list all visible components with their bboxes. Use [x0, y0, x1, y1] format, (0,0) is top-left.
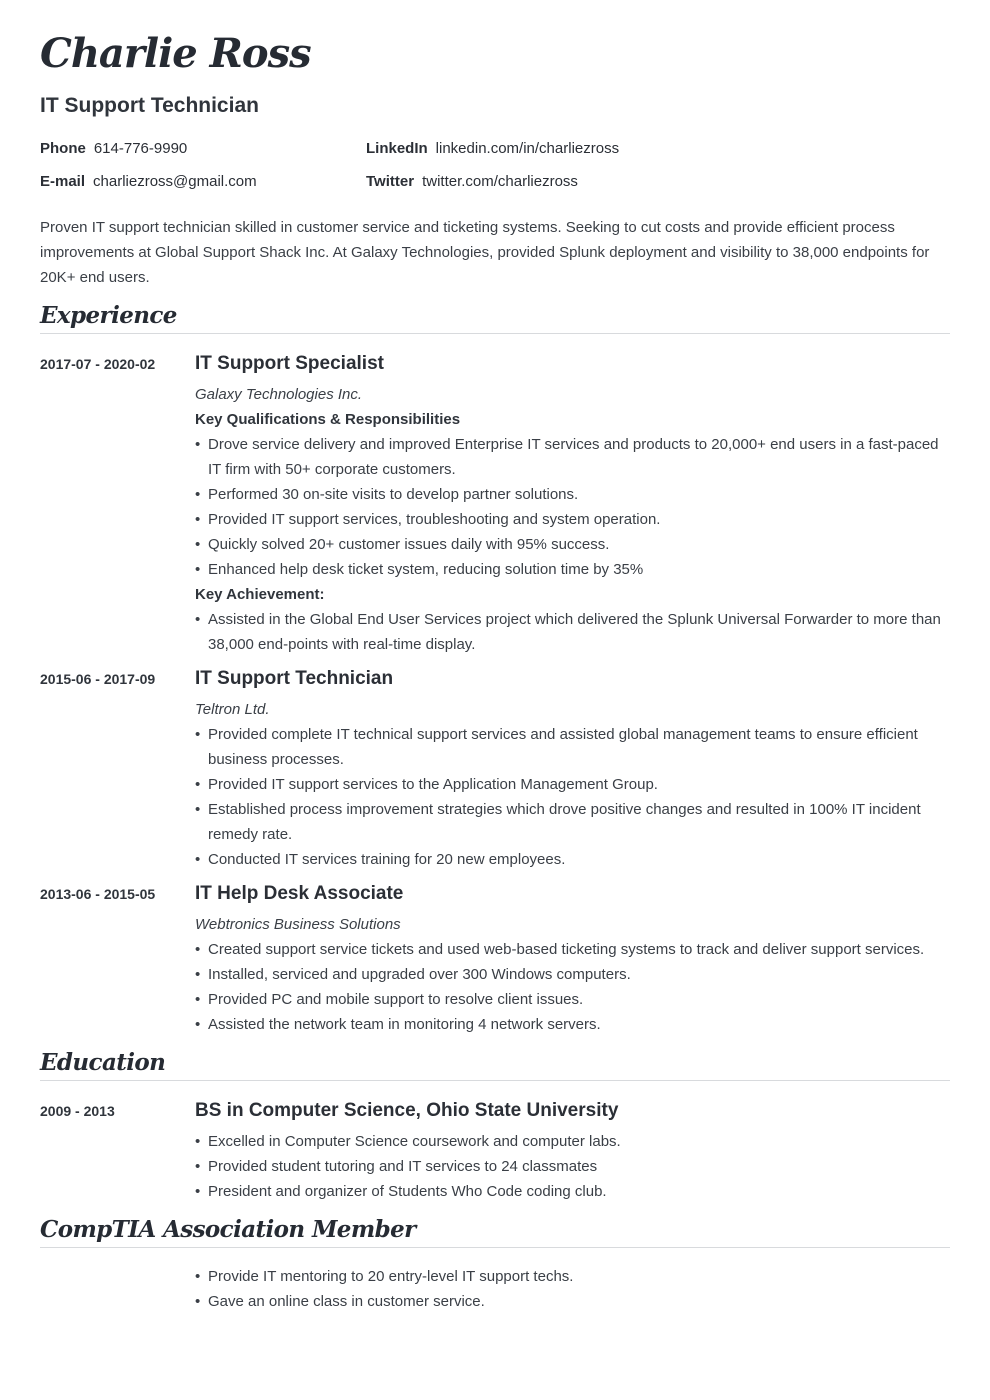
- education-list: [195, 1129, 950, 1204]
- job-details: [195, 882, 950, 1037]
- candidate-name: Charlie Ross: [40, 30, 311, 77]
- education-dates: 2009 - 2013: [40, 1103, 115, 1119]
- list-item: • Provided IT support services, troubleshooting and system operation.: [195, 507, 950, 532]
- job-dates: 2015-06 - 2017-09: [40, 671, 156, 687]
- job-role: IT Support Technician: [195, 668, 394, 689]
- comptia-list: [195, 1264, 950, 1314]
- job-company: Webtronics Business Solutions: [195, 916, 401, 933]
- job-dates: 2013-06 - 2015-05: [40, 886, 156, 902]
- comptia-heading: CompTIA Association Member: [40, 1216, 416, 1243]
- responsibility-list: [195, 432, 950, 582]
- list-item: • Established process improvement strategies which drove positive changes and resulted in 100% IT incident remedy rate.: [195, 797, 950, 847]
- contact-email: [40, 173, 257, 190]
- education-heading: Education: [40, 1049, 166, 1076]
- list-item: • Performed 30 on-site visits to develop partner solutions.: [195, 482, 950, 507]
- contact-twitter: [366, 173, 578, 190]
- list-item: • Provided student tutoring and IT services to 24 classmates: [195, 1154, 950, 1179]
- job-company: Galaxy Technologies Inc.: [195, 386, 363, 403]
- list-item: • Provided IT support services to the Application Management Group.: [195, 772, 950, 797]
- list-item: • Drove service delivery and improved Enterprise IT services and products to 20,000+ end users in a fast-paced IT firm with 50+ corporate customers.: [195, 432, 950, 482]
- list-item: • Provided complete IT technical support services and assisted global management teams to ensure efficient business processes.: [195, 722, 950, 772]
- contact-twitter-label: Twitter: [366, 173, 415, 190]
- list-item: • Quickly solved 20+ customer issues daily with 95% success.: [195, 532, 950, 557]
- list-item: • Provided PC and mobile support to resolve client issues.: [195, 987, 950, 1012]
- job-company: Teltron Ltd.: [195, 701, 270, 718]
- education-degree: BS in Computer Science, Ohio State University: [195, 1100, 619, 1121]
- list-item: • Provide IT mentoring to 20 entry-level IT support techs.: [195, 1264, 950, 1289]
- list-item: • Created support service tickets and used web-based ticketing systems to track and deliver support services.: [195, 937, 950, 962]
- achievement-list: [195, 607, 950, 657]
- list-item: • President and organizer of Students Who Code coding club.: [195, 1179, 950, 1204]
- candidate-title: IT Support Technician: [40, 94, 259, 117]
- contact-phone: [40, 140, 187, 157]
- list-item: • Gave an online class in customer service.: [195, 1289, 950, 1314]
- list-item: • Enhanced help desk ticket system, reducing solution time by 35%: [195, 557, 950, 582]
- list-item: • Conducted IT services training for 20 new employees.: [195, 847, 950, 872]
- job-role: IT Support Specialist: [195, 353, 384, 374]
- experience-section-header: [40, 302, 950, 334]
- list-item: • Excelled in Computer Science coursework and computer labs.: [195, 1129, 950, 1154]
- education-section-header: [40, 1049, 950, 1081]
- contact-linkedin-value: linkedin.com/in/charliezross: [435, 140, 620, 157]
- contact-linkedin: [366, 140, 619, 157]
- contact-phone-label: Phone: [40, 140, 86, 157]
- contact-linkedin-label: LinkedIn: [366, 140, 428, 157]
- achievement-heading: Key Achievement:: [195, 586, 325, 603]
- job-details: [195, 667, 950, 872]
- job-details: [195, 352, 950, 657]
- list-item: • Assisted in the Global End User Services project which delivered the Splunk Universal Forwarder to more than 38,000 end-points with real-time display.: [195, 607, 950, 657]
- comptia-details: [195, 1264, 950, 1314]
- profile-summary: Proven IT support technician skilled in customer service and ticketing systems. Seeking to cut costs and provide efficient process improvements at Global Support Shack Inc. At Galaxy Technologies, provided Splunk deployment and visibility to 38,000 endpoints for 20K+ end users.: [40, 219, 930, 286]
- contact-phone-value: 614-776-9990: [93, 140, 188, 157]
- comptia-section-header: [40, 1216, 950, 1248]
- qualifications-heading: Key Qualifications & Responsibilities: [195, 411, 461, 428]
- contact-email-label: E-mail: [40, 173, 86, 190]
- list-item: • Assisted the network team in monitoring 4 network servers.: [195, 1012, 950, 1037]
- job-dates: 2017-07 - 2020-02: [40, 356, 156, 372]
- responsibility-list: [195, 937, 950, 1037]
- contact-email-value: charliezross@gmail.com: [93, 173, 257, 190]
- responsibility-list: [195, 722, 950, 872]
- education-details: [195, 1099, 950, 1204]
- list-item: • Installed, serviced and upgraded over 300 Windows computers.: [195, 962, 950, 987]
- contact-twitter-value: twitter.com/charliezross: [422, 173, 578, 190]
- experience-heading: Experience: [40, 302, 177, 329]
- job-role: IT Help Desk Associate: [195, 883, 404, 904]
